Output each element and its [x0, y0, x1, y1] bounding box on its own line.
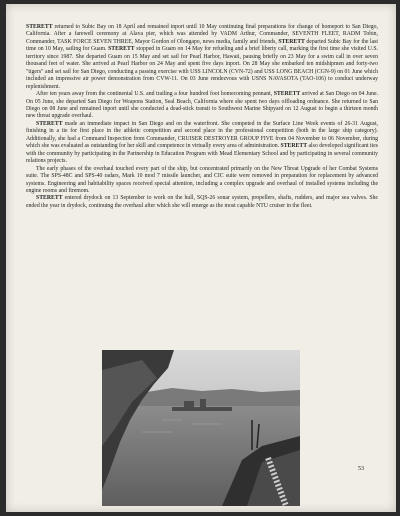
harbor-photo [102, 350, 300, 506]
document-page [6, 4, 396, 512]
history-text-block [26, 24, 378, 210]
paragraph [26, 91, 378, 121]
ship-name: STERETT [36, 120, 63, 127]
paragraph [26, 195, 378, 210]
ship-name: STERETT [278, 38, 305, 45]
ship-name: STERETT [280, 143, 308, 150]
paragraph-text: made an immediate impact in San Diego and on the waterfront. She competed in the Surface Line Week events of 26-31 August, finishing in a tie for first place in the athletic competition and second place in the professional competition (both in the large ship category). Additionally, she had a Command Inspection from Commander, CRUISER DESTROYER GROUP FIVE from 04 November to 06 November, during which she was evaluated as outstanding for her skill and competence in virtually every area of administration. [26, 120, 378, 150]
page-number: 53 [358, 466, 364, 472]
paragraph-text: arrived at San Diego on 04 June. On 05 June, she departed San Diego for Weapons Station, Seal Beach, California where she spent two days offloading ordnance. She returned to San Diego on 08 June and remained inport until she conducted a dead-stick transit to Southwest Marine Shipyard on 12 August to begin a thirteen month new threat upgrade overhaul. [26, 91, 378, 120]
paragraph [26, 24, 378, 91]
ship-name: STERETT [36, 195, 63, 202]
paragraph-text: entered drydock on 13 September to work on the hull, SQS-26 sonar system, propellers, shafts, rudders, and major sea valves. She ended the year in drydock, continuing the overhaul after which she will emerge as the most capable NTU cruiser in the fleet. [26, 195, 378, 209]
paragraph-text: returned to Subic Bay on 18 April and remained inport until 10 May continuing final preparations for change of homeport to San Diego, California. After a farewell ceremony at Alava pier, which was attended by VADM Arthur, Commander, SEVENTH FLEET, RADM Tobin, Commander, TASK FORCE SEVEN THREE, Mayor Gordon of Olongapo, news media, family and friends, [26, 24, 378, 45]
paragraph-text: After ten years away from the continental U.S. and trailing a four hundred foot homecoming pennant, [36, 91, 274, 98]
ship-name: STERETT [26, 24, 53, 30]
paragraph [26, 121, 378, 166]
paragraph-text: also developed significant ties with the community by participating in the Partnership in Education Program with Mead Elementary School and by participating in several community relations projects. [26, 143, 378, 165]
paragraph-text: departed Subic Bay for the last time on 10 May, sailing for Guam. [26, 38, 378, 53]
ship-name: STERETT [108, 46, 135, 53]
harbor-photo-graphic [102, 350, 300, 506]
paragraph [26, 166, 378, 196]
paragraph-text: stopped in Guam on 14 May for refueling and a brief liberty call, marking the first time she visited U.S. territory since 1987. She departed Guam on 15 May and set sail for Pearl Harbor, Hawaii, pausing briefly on 23 May for a swim call in over seven thousand feet of water. She arrived at Pearl Harbor on 24 May and spent five days inport. On 28 May she embarked ten midshipmen and forty-two "tigers" and set sail for San Diego, conducting a passing exercise with USS LINCOLN (CVN-72) and USS LONG BEACH (CGN-9) on 01 June which included an impressive air power demonstration from CVW-11. On 03 June rendezvous with USNS NAVASOTA (TAO-106) to conduct underway replenishment. [26, 46, 378, 90]
ship-name: STERETT [273, 91, 301, 98]
paragraph-text: The early phases of the overhaul touched every part of the ship, but concentrated primarily on the New Threat Upgrade of her Combat Systems suite. The SPS-48C and SPS-40 radars, Mark 10 mod 7 missile launcher, and CIC suite were removed in preparation for replacement by advanced systems. Engineering and habitability spaces received special attention, including a complex upgrade and overhaul of installed systems including the engine rooms and firemom. [26, 165, 378, 194]
